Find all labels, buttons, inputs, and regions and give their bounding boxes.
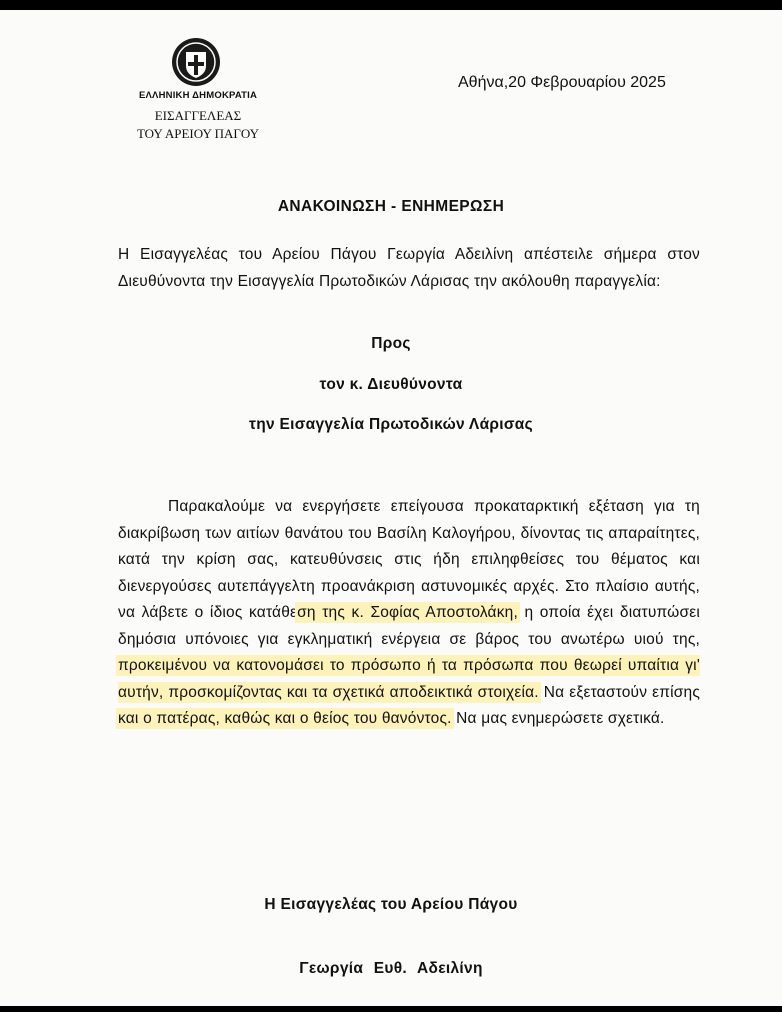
body-text-part4: Να μας ενημερώσετε σχετικά. bbox=[451, 710, 665, 727]
greek-coat-of-arms-icon bbox=[170, 36, 222, 88]
office-label-line1: ΕΙΣΑΓΓΕΛΕΑΣ bbox=[154, 108, 242, 123]
body-text-part3: Να εξεταστούν επίσης bbox=[538, 683, 700, 701]
intro-paragraph: Η Εισαγγελέας του Αρείου Πάγου Γεωργία Αδειλίνη απέστειλε σήμερα στον Διευθύνοντα την Εισαγγελία Πρωτοδικών Λάρισας την ακόλουθη παραγγελία: bbox=[118, 246, 700, 290]
recipient-line1: τον κ. Διευθύνοντα bbox=[319, 376, 463, 393]
recipient-to: Προς bbox=[371, 335, 411, 352]
highlighted-text-1: ση της κ. Σοφίας Αποστολάκη, bbox=[297, 604, 518, 621]
body-text-part1: Παρακαλούμε να ενεργήσετε επείγουσα προκαταρκτική εξέταση για τη διακρίβωση των αιτίων θανάτου του Βασίλη Καλογήρου, δίνοντας τις απαραίτητες, κατά την κρίση σας, κατευθύνσεις στις ήδη επιληφθείσες του θέματος και διενεργούσες αυτεπάγγελτη προανάκριση αστυνομικές αρχές. Στο πλαίσιο αυτής, να λάβετε ο ίδιος κατάθε bbox=[118, 498, 700, 621]
body-paragraph bbox=[118, 494, 700, 733]
body-text-part2: η οποία έχει διατυπώσει δημόσια υπόνοιες για εγκληματική ενέργεια σε βάρος του ανωτέρω υιού της, bbox=[118, 604, 700, 648]
highlighted-text-2: προκειμένου να κατονομάσει το πρόσωπο ή τα πρόσωπα που θεωρεί υπαίτια γι' αυτήν, προσκομίζοντας και τα σχετικά αποδεικτικά στοιχεία. bbox=[118, 657, 700, 701]
republic-label: ΕΛΛΗΝΙΚΗ ΔΗΜΟΚΡΑΤΙΑ bbox=[138, 90, 258, 101]
office-label-line2: ΤΟΥ ΑΡΕΙΟΥ ΠΑΓΟΥ bbox=[136, 126, 260, 141]
document-title: ΑΝΑΚΟΙΝΩΣΗ - ΕΝΗΜΕΡΩΣΗ bbox=[277, 198, 505, 215]
recipient-line2: την Εισαγγελία Πρωτοδικών Λάρισας bbox=[249, 416, 533, 433]
document-date: Αθήνα,20 Φεβρουαρίου 2025 bbox=[458, 74, 666, 91]
signature-title: Η Εισαγγελέας του Αρείου Πάγου bbox=[264, 896, 518, 913]
document-page bbox=[0, 10, 782, 1006]
signature-name: Γεωργία Ευθ. Αδειλίνη bbox=[299, 960, 483, 977]
highlighted-text-3: και ο πατέρας, καθώς και ο θείος του θανόντος. bbox=[118, 710, 452, 727]
